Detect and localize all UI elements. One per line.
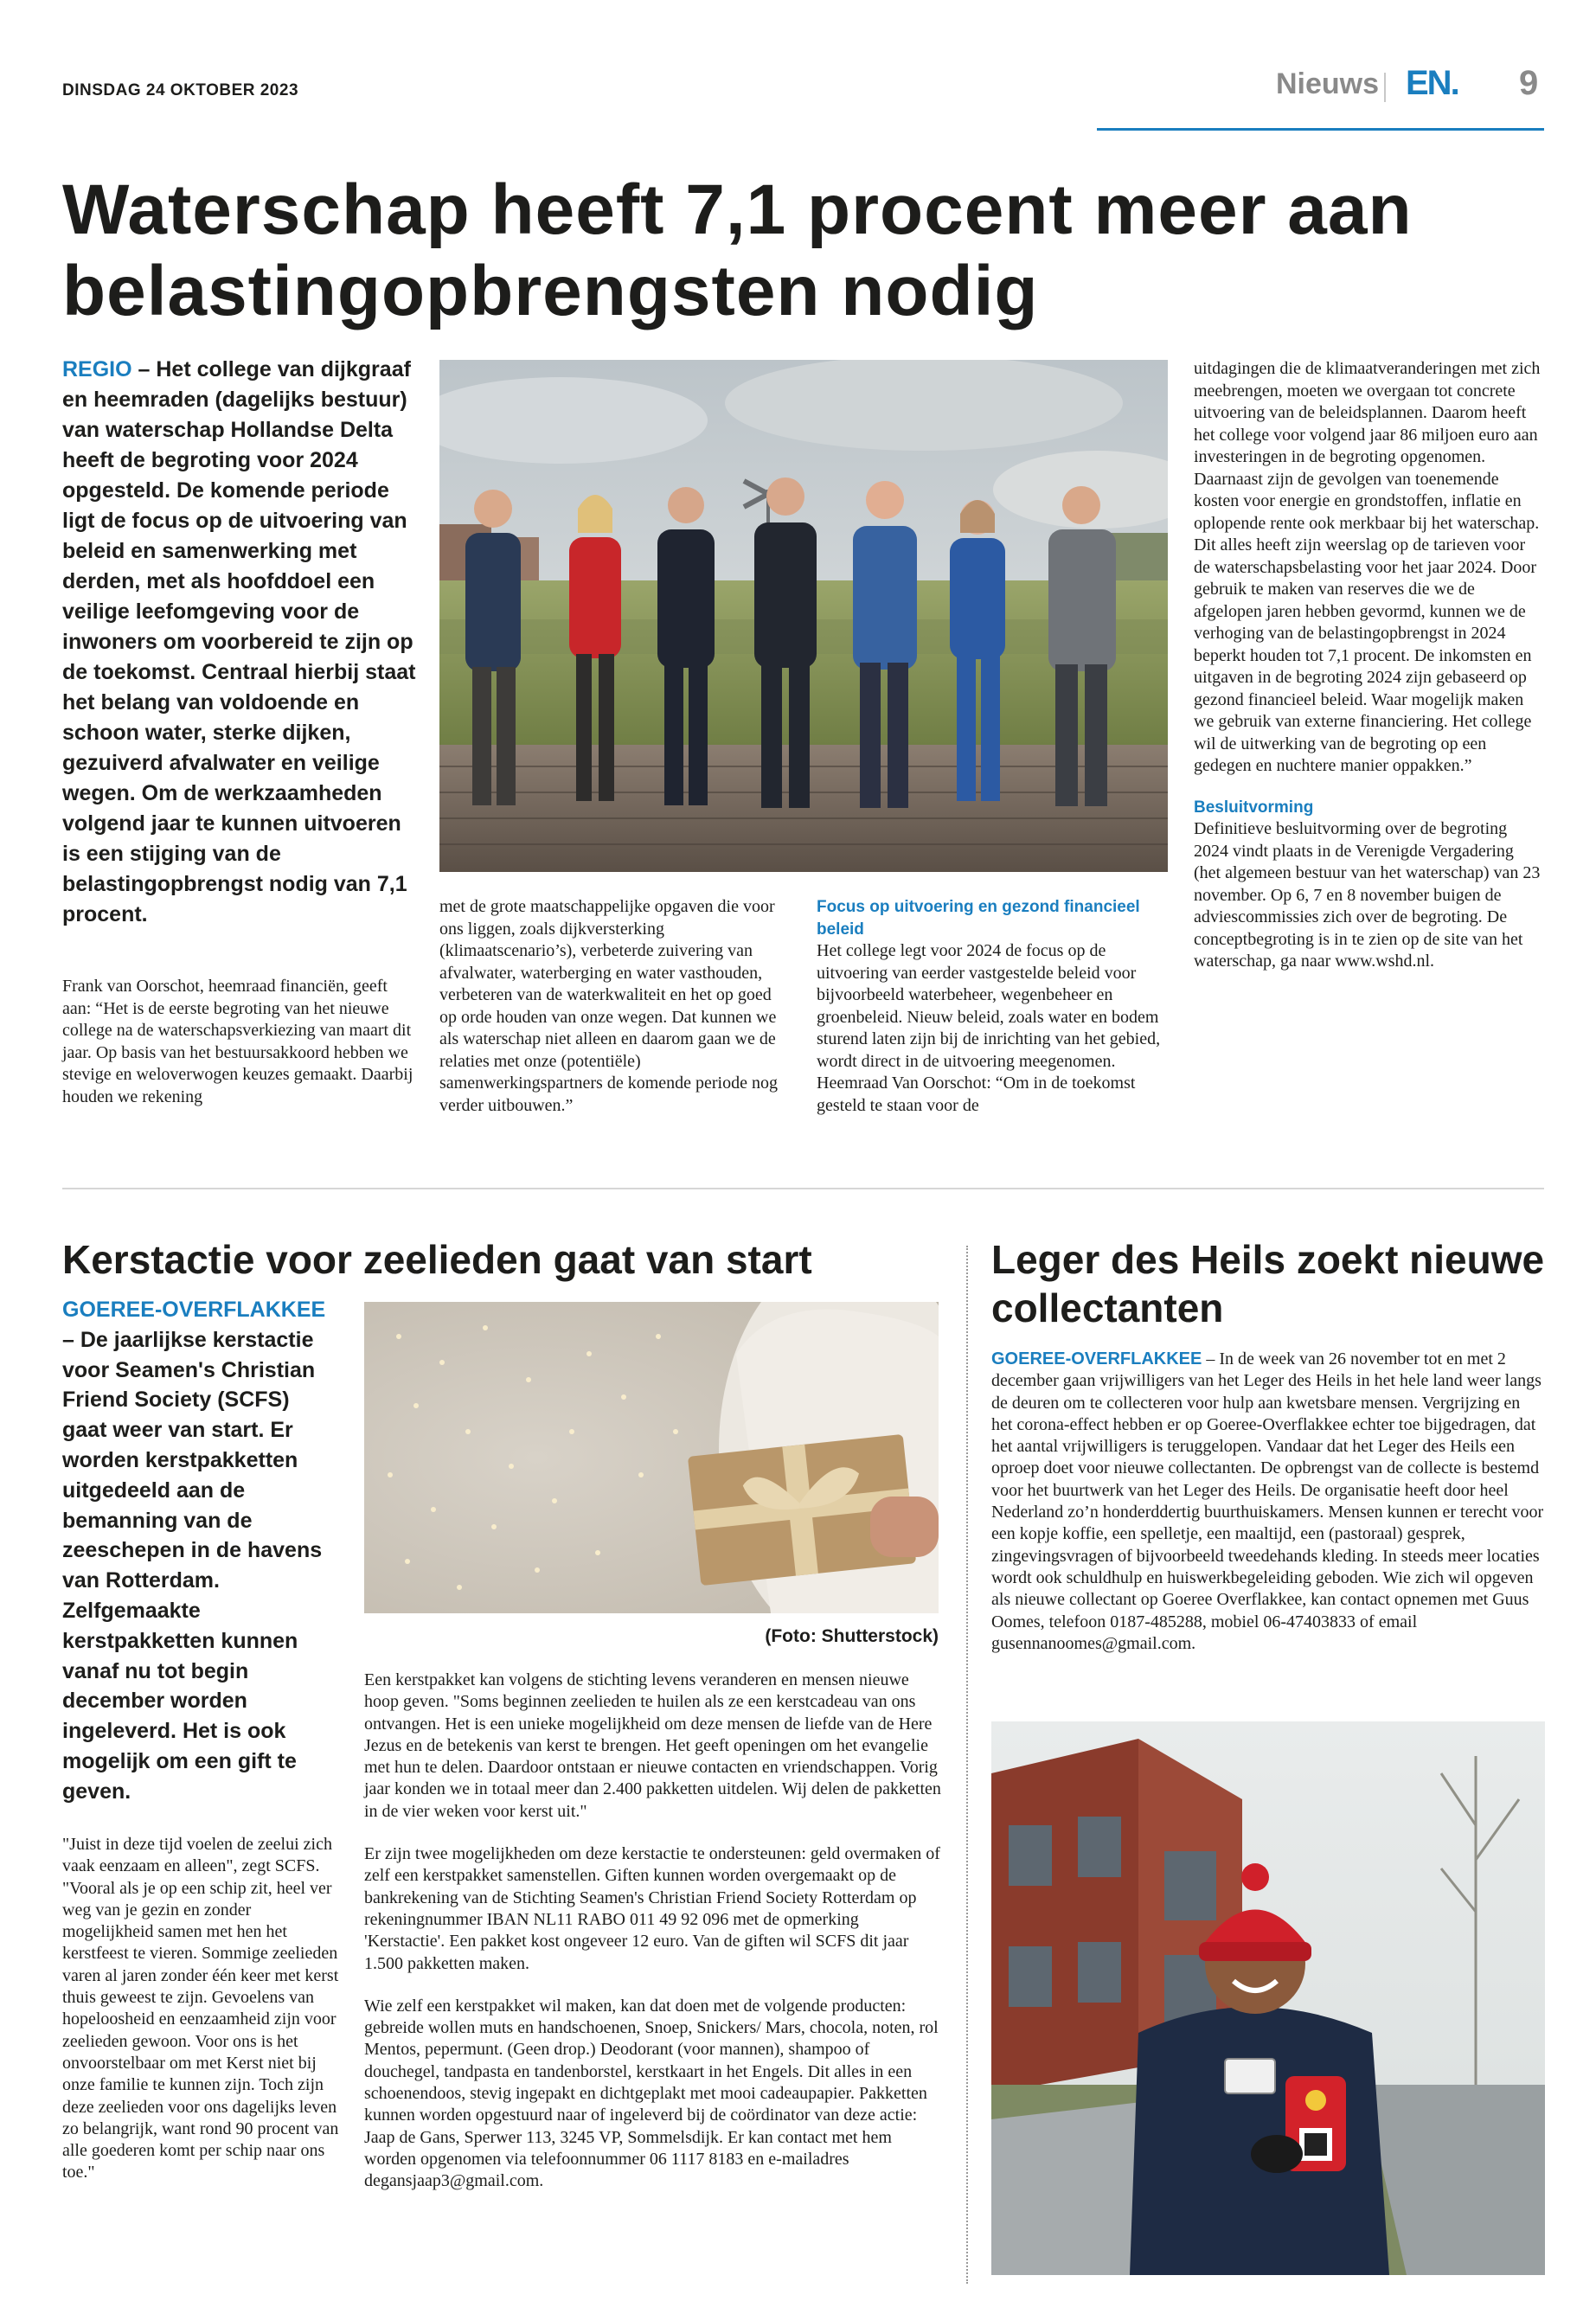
article1-lead-text: – Het college van dijkgraaf en heemraden (dagelijks bestuur) van waterschap Hollandse Delta heeft de begroting voor 2024 opgesteld. De komende periode ligt de focus op de uitvoering van beleid en samenwerking met derden, met als hoofddoel een veilige leefomgeving voor de inwoners om voorbereid te zijn op de toekomst. Centraal hierbij staat het belang van voldoende en schoon water, sterke dijken, gezuiverd afvalwater en veilige wegen. Om de werkzaamheden volgend jaar te kunnen uitvoeren is een stijging van de belastingopbrengst nodig van 7,1 procent. bbox=[62, 357, 416, 926]
column-divider bbox=[966, 1246, 968, 2284]
article3-body bbox=[991, 1349, 1545, 1655]
board-group-photo-graphic bbox=[439, 360, 1168, 872]
article1-col1-body: Frank van Oorschot, heemraad financiën, geeft aan: “Het is de eerste begroting van het nieuwe college na de waterschapsverkiezing van maart dit jaar. Op basis van het bestuursakkoord hebben we stevige en weloverwogen keuzes gemaakt. Daarbij houden we rekening bbox=[62, 977, 413, 1106]
article2-lead bbox=[62, 1295, 330, 1807]
article1-headline: Waterschap heeft 7,1 procent meer aan belastingopbrengsten nodig bbox=[62, 170, 1413, 330]
article1-col4-subhead: Besluitvorming bbox=[1194, 798, 1314, 817]
section-divider bbox=[62, 1188, 1544, 1189]
gift-photo bbox=[364, 1302, 939, 1613]
article3-body-text: – In de week van 26 november tot en met 2 december gaan vrijwilligers van het Leger des Heils in het hele land weer langs de deuren om te collecteren voor hulp aan kwetsbare mensen. Vergrijzing en het corona-effect hebben er op Goeree-Overflakkee echter toe bijgedragen, dat het aantal vrijwilligers is teruggelopen. Vandaar dat het Leger des Heils een oproep doet voor nieuwe collectanten. De opbrengst van de collecte is bestemd voor het buurtwerk van het Leger des Heils. De organisatie heeft door heel Nederland zo’n honderddertig buurthuiskamers. Mensen kunnen er terecht voor een kopje koffie, een spelletje, een maaltijd, een (pastoraal) gesprek, zingevingsvragen of bijvoorbeeld tweedehands kleding. In steeds meer locaties wordt ook schuldhulp en huiswerkbegeleiding geboden. Wie zich wil opgeven als nieuwe collectant op Goeree Overflakkee, kan contact opnemen met Guus Oomes, telefoon 0187-485288, mobiel 06-47403833 of email gusennanoomes@gmail.com. bbox=[991, 1349, 1544, 1653]
issue-date: DINSDAG 24 OKTOBER 2023 bbox=[62, 81, 299, 99]
article2-main-body bbox=[364, 1670, 944, 2193]
page-number: 9 bbox=[1519, 64, 1539, 102]
article3-headline: Leger des Heils zoekt nieuwe collectanten bbox=[991, 1237, 1545, 1330]
article2-col1-body: "Juist in deze tijd voelen de zeelui zich vaak eenzaam en alleen", zegt SCFS. "Vooral als je op een schip zit, heel ver weg van je gezin en zonder mogelijkheid samen met hen het kerstfeest te vieren. Sommige zeelieden varen al jaren zonder één keer met kerst thuis geweest te zijn. Gevoelens van hopeloosheid en eenzaamheid zijn voor zeelieden gewoon. Voor ons is het onvoorstelbaar om met Kerst niet bij onze familie te kunnen zijn. Toch zijn deze zeelieden voor ons dagelijks leven zo belangrijk, want rond 90 procent van alle goederen komt per schip naar ons toe." bbox=[62, 1835, 339, 2182]
article1-col3 bbox=[817, 896, 1167, 1117]
board-group-photo bbox=[439, 360, 1168, 872]
gift-photo-graphic bbox=[364, 1302, 939, 1613]
article1-col2-body: met de grote maatschappelijke opgaven die voor ons liggen, zoals dijkversterking (klimaatscenario’s), verbeterde zuivering van afvalwater, waterberging en water vasthouden, verbeteren van de waterkwaliteit en het op goed op orde houden van onze wegen. Dat kunnen we als waterschap niet alleen en daarom gaan we de relaties met onze (potentiële) samenwerkingspartners de komende periode nog verder uitbouwen.” bbox=[439, 897, 778, 1115]
collector-photo bbox=[991, 1721, 1545, 2275]
section-label: Nieuws bbox=[1276, 67, 1380, 100]
article2-lead-text: – De jaarlijkse kerstactie voor Seamen's Christian Friend Society (SCFS) gaat weer van start. Er worden kerstpakketten uitgedeeld aan de bemanning van de zeeschepen in de havens van Rotterdam. Zelfgemaakte kerstpakketten kunnen vanaf nu tot begin december worden ingeleverd. Het is ook mogelijk om een gift te geven. bbox=[62, 1327, 323, 1804]
newspaper-logo: EN. bbox=[1406, 64, 1458, 102]
article1-lead bbox=[62, 355, 417, 930]
masthead-rule bbox=[1097, 128, 1544, 131]
article2-paragraph-2: Er zijn twee mogelijkheden om deze kerstactie te ondersteunen: geld overmaken of zelf een kerstpakket samenstellen. Giften kunnen worden overgemaakt op de bankrekening van de Stichting Seamen's Christian Friend Society Rotterdam op rekeningnummer IBAN NL11 RABO 011 49 92 096 met de opmerking 'Kerstactie'. Een pakket kost ongeveer 12 euro. Van de giften wil SCFS dit jaar 1.500 pakketten maken. bbox=[364, 1844, 940, 1973]
article1-col4-body: uitdagingen die de klimaatveranderingen met zich meebrengen, moeten we overgaan tot concrete uitvoering van de beleidsplannen. Daarom heeft het college voor volgend jaar 86 miljoen euro aan investeringen in de begroting opgenomen. Daarnaast zijn de gevolgen van toenemende kosten voor energie en grondstoffen, inflatie en oplopende rente ook merkbaar bij het waterschap. Dit alles heeft zijn weerslag op de tarieven voor de waterschapsbelasting voor het jaar 2024. Door gebruik te maken van reserves die we de afgelopen jaren hebben gevormd, kunnen we de verhoging van de belastingopbrengst in 2024 beperkt houden tot 7,1 procent. De inkomsten en uitgaven in de begroting 2024 zijn gebaseerd op gezond financieel beleid. Waar mogelijk maken we gebruik van externe financiering. Het college wil de uitwerking van de begroting op een gedegen en nuchtere manier oppakken.” bbox=[1194, 359, 1541, 775]
article1-col3-body: Het college legt voor 2024 de focus op de uitvoering van eerder vastgestelde beleid voor bijvoorbeeld waterbeheer, wegenbeheer en groenbeleid. Nieuw beleid, zoals water en bodem sturend laten zijn bij de inrichting van het gebied, wordt direct in de uitvoering meegenomen. bbox=[817, 941, 1161, 1071]
article1-col4-body2: Definitieve besluitvorming over de begroting 2024 vindt plaats in de Verenigde Vergadering (het algemeen bestuur van het waterschap) van 23 november. Op 6, 7 en 8 november buigen de adviescommissies zich over de begroting. De conceptbegroting is in te zien op de site van het waterschap, ga naar www.wshd.nl. bbox=[1194, 819, 1541, 971]
article3-kicker: GOEREE-OVERFLAKKEE bbox=[991, 1349, 1202, 1368]
article2-headline: Kerstactie voor zeelieden gaat van start bbox=[62, 1237, 812, 1282]
article2-paragraph-3: Wie zelf een kerstpakket wil maken, kan dat doen met de volgende producten: gebreide wollen muts en handschoenen, Snoep, Snickers/ Mars, chocola, noten, rol Mentos, pepermunt. (Geen drop.) Deodorant (voor mannen), shampoo of douchegel, tandpasta en tandenborstel, kerstkaart in het Engels. Dit alles in een schoenendoos, stevig ingepakt en dichtgeplakt met mooi cadeaupapier. Pakketten kunnen worden opgestuurd naar of ingeleverd bij de coördinator van deze actie: Jaap de Gans, Sperwer 113, 3245 VP, Sommelsdijk. Er kan contact met hem worden opgenomen via telefoonnummer 06 1117 8183 en e-mailadres degansjaap3@gmail.com. bbox=[364, 1996, 939, 2191]
article2-kicker: GOEREE-OVERFLAKKEE bbox=[62, 1298, 326, 1322]
article2-paragraph-1: Een kerstpakket kan volgens de stichting levens veranderen en mensen nieuwe hoop geven. "Soms beginnen zeelieden te huilen als ze een kerstcadeau van ons ontvangen. Het is een unieke mogelijkheid om deze mensen de liefde van de Here Jezus en de betekenis van kerst te brengen. Het geeft openingen om het evangelie met hun te delen. Daardoor ontstaan er nieuwe contacten en vriendschappen. Vorig jaar konden we in totaal meer dan 2.400 pakketten uitdelen. Wij delen de pakketten in de vier weken voor kerst uit." bbox=[364, 1670, 941, 1821]
article1-col4 bbox=[1194, 358, 1544, 973]
gift-photo-caption: (Foto: Shutterstock) bbox=[765, 1626, 939, 1646]
collector-photo-graphic bbox=[991, 1721, 1545, 2275]
article1-col3-body2: Heemraad Van Oorschot: “Om in de toekomst gesteld te staan voor de bbox=[817, 1074, 1136, 1115]
article1-col3-subhead: Focus op uitvoering en gezond financieel beleid bbox=[817, 898, 1140, 939]
article1-kicker: REGIO bbox=[62, 357, 132, 381]
masthead-divider bbox=[1384, 73, 1386, 102]
